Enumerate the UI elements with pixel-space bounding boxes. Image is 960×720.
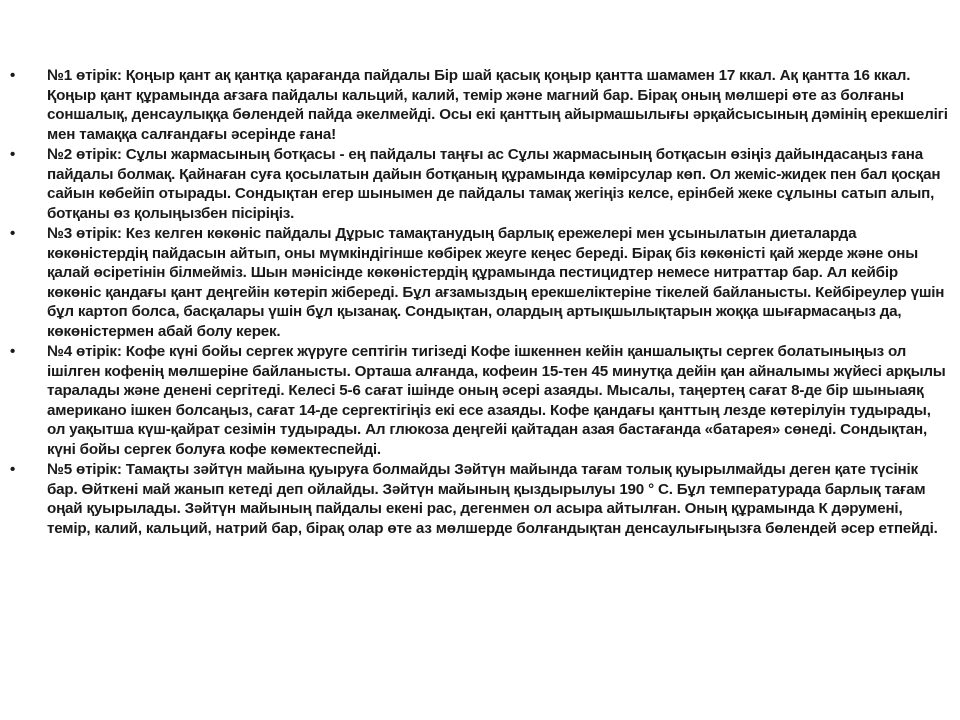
bullet-icon: • [10,343,16,360]
bullet-item-5 [0,460,960,538]
bullet-icon: • [10,67,16,84]
bullet-icon: • [10,225,16,242]
bullet-text: №2 өтірік: Сұлы жармасының ботқасы - ең пайдалы таңғы ас Сұлы жармасының ботқасын өзіңіз дайындасаңыз ғана пайдалы болмақ. Қайнаған суға қосылатын дайын ботқаның құрамында көмірсулар көп. Ол жеміс-жидек пен бал қосқан сайын көбейіп отырады. Сондықтан егер шынымен де пайдалы тамақ жегіңіз келсе, ерінбей жеке сұлыны сатып алып, ботқаны өз қолыңызбен пісіріңіз. [47,146,941,222]
bullet-text: №4 өтірік: Кофе күні бойы сергек жүруге септігін тигізеді Кофе ішкеннен кейін қаншалықты сергек болатыныңыз ол ішілген кофенің мөлшеріне байланысты. Орташа алғанда, кофеин 15-тен 45 минутқа дейін қан айналымы жүйесі арқылы таралады және денені сергітеді. Келесі 5-6 сағат ішінде оның әсері азаяды. Мысалы, таңертең сағат 8-де бір шыныаяқ американо ішкен болсаңыз, сағат 14-де сергектігіңіз екі есе азаяды. Кофе қандағы қанттың лезде көтерілуін тудырады, ол уақытша күш-қайрат сезімін тудырады. Ал глюкоза деңгейі қайтадан азая бастағанда «батарея» сөнеді. Сондықтан, күні бойы сергек болуға кофе көмектеспейді. [47,343,946,458]
bullet-item-2 [0,145,960,223]
bullet-item-1 [0,66,960,144]
bullet-text: №1 өтірік: Қоңыр қант ақ қантқа қарағанда пайдалы Бір шай қасық қоңыр қантта шамамен 17 ккал. Ақ қантта 16 ккал. Қоңыр қант құрамында ағзаға пайдалы кальций, калий, темір және магний бар. Бірақ оның мөлшері өте аз болғаны соншалық, денсаулыққа бөлендей пайда әкелмейді. Осы екі қанттың айырмашылығы әрқайсысының дәмінің ерекшелігі мен тамаққа салғандағы әсерінде ғана! [47,67,948,143]
bullet-icon: • [10,461,16,478]
bullet-text: №3 өтірік: Кез келген көкөніс пайдалы Дұрыс тамақтанудың барлық ережелері мен ұсынылатын диеталарда көкөністердің пайдасын айтып, оны мүмкіндігінше көбірек жеуге кеңес береді. Бірақ біз көкөністі қай жерде және оны қалай өсіретінін білмейміз. Шын мәнісінде көкөністердің құрамында пестицидтер немесе нитраттар бар. Ал кейбір көкөніс қандағы қант деңгейін көтеріп жібереді. Бұл ағзамыздың ерекшеліктеріне тікелей байланысты. Кейбіреулер үшін бұл картоп болса, басқалары үшін бұл қызанақ. Сондықтан, олардың артықшылықтарын жоққа шығармасаңыз да, көкөністермен абай болу керек. [47,225,945,340]
bullet-text: №5 өтірік: Тамақты зәйтүн майына қуыруға болмайды Зәйтүн майында тағам толық қуырылмайды деген қате түсінік бар. Өйткені май жанып кетеді деп ойлайды. Зәйтүн майының қыздырылуы 190 ° С. Бұл температурада барлық тағам оңай қуырылады. Зәйтүн майының пайдалы екені рас, дегенмен ол асыра айтылған. Оның құрамында К дәрумені, темір, калий, кальций, натрий бар, бірақ олар өте аз мөлшерде болғандықтан денсаулығыңызға бөлендей әсер етпейді. [47,461,938,537]
bullet-item-4 [0,342,960,459]
bullet-list [0,66,960,539]
bullet-icon: • [10,146,16,163]
bullet-item-3 [0,224,960,341]
